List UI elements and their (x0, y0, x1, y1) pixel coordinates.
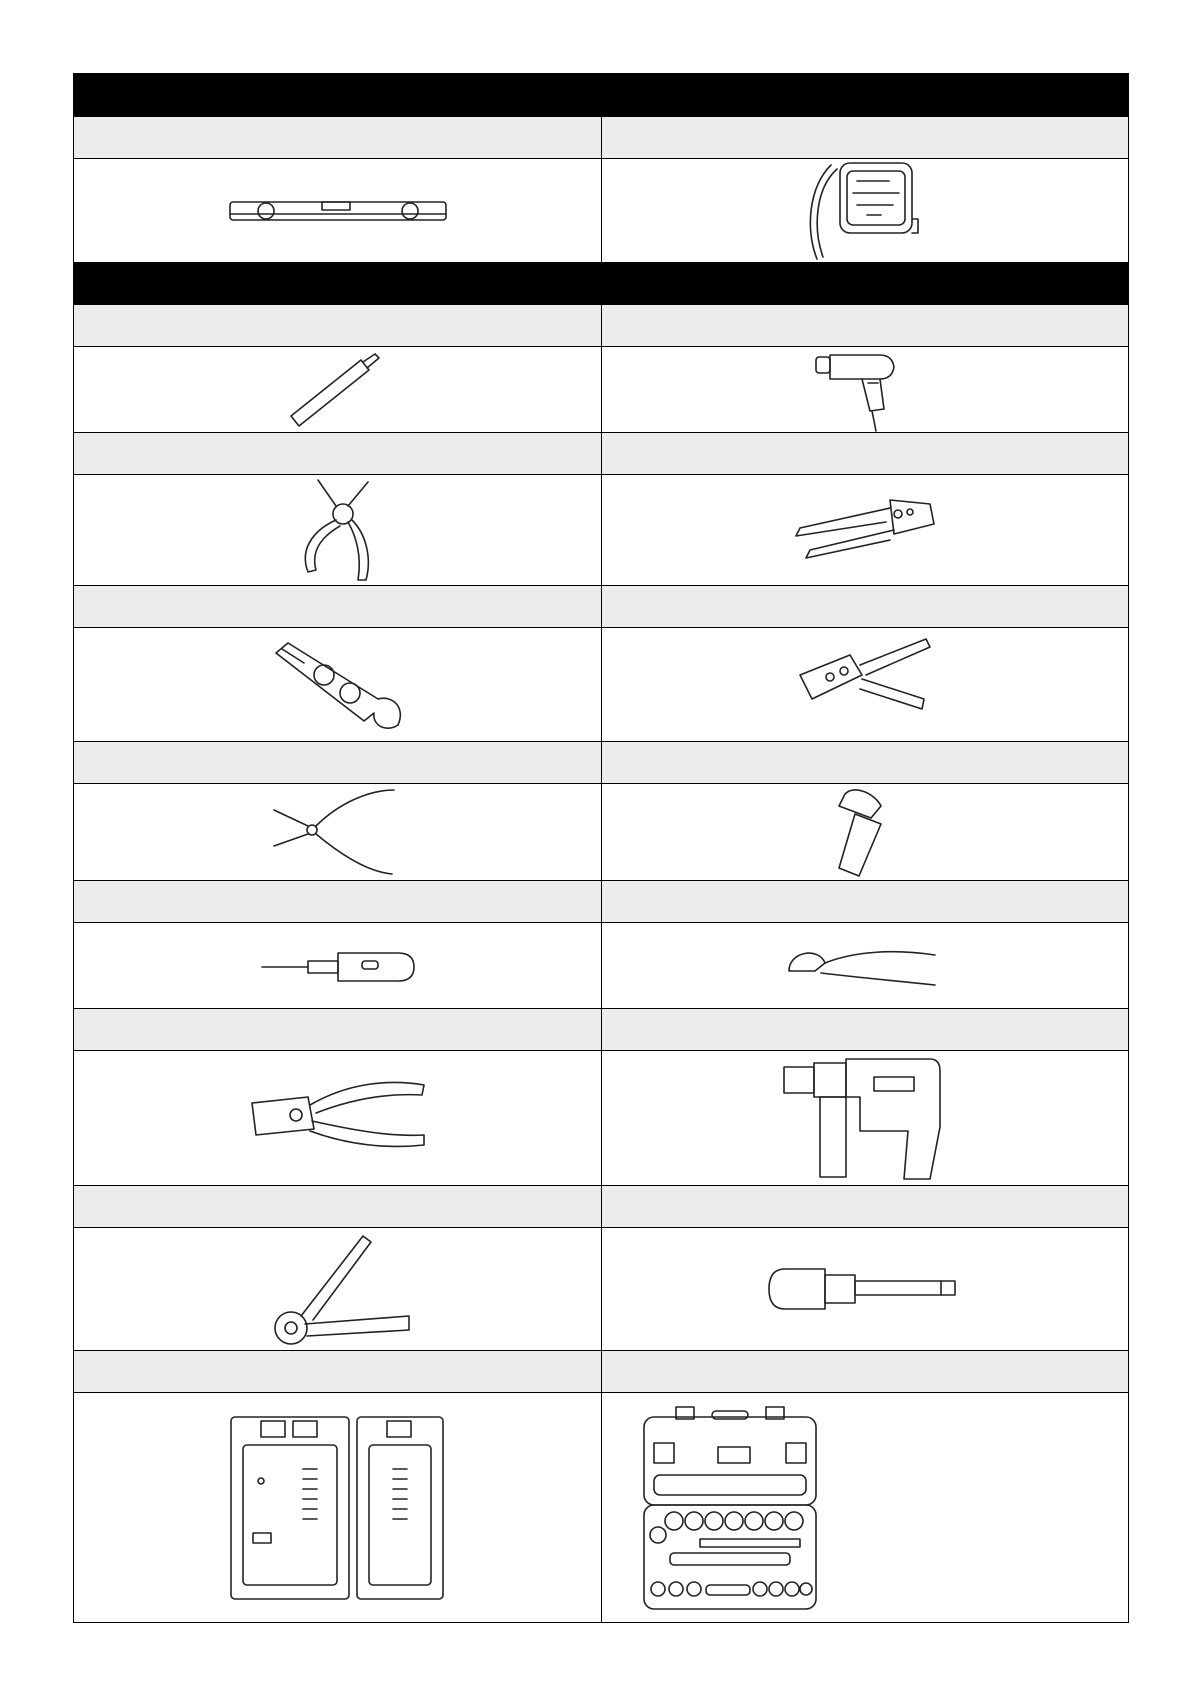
torque-driver-bit-icon (765, 1259, 965, 1319)
spirit-level-icon (228, 196, 448, 226)
label-row (74, 116, 1128, 158)
cell-cable-tester (74, 1393, 601, 1622)
tool-list-table (73, 73, 1129, 1623)
socket-set-icon (640, 1403, 820, 1613)
cell-socket-set (601, 1393, 1128, 1622)
label-socket-set (601, 1351, 1128, 1392)
image-row (74, 474, 1128, 585)
terminal-crimper-icon (248, 1073, 428, 1163)
ratchet-crimper-icon (790, 490, 940, 570)
label-terminal-crimper (74, 1009, 601, 1050)
side-cutter-icon (288, 476, 388, 584)
label-side-cutter (74, 433, 601, 474)
label-heat-gun (601, 305, 1128, 346)
tape-measure-icon (795, 159, 935, 263)
cell-modular-crimper (601, 628, 1128, 741)
torque-screwdriver-icon (258, 941, 418, 991)
label-torque-driver-bit (601, 1186, 1128, 1227)
image-row (74, 346, 1128, 432)
label-cable-tester (74, 1351, 601, 1392)
rubber-mallet-icon (825, 784, 905, 880)
label-hammer-drill (601, 1009, 1128, 1050)
cell-rubber-mallet (601, 784, 1128, 880)
cell-torque-screwdriver (74, 923, 601, 1008)
label-cable-cutter (601, 881, 1128, 922)
cell-cable-cutter (601, 923, 1128, 1008)
section-header-tools (74, 262, 1128, 304)
cell-side-cutter (74, 475, 601, 585)
cell-ratchet-crimper (601, 475, 1128, 585)
cell-tape-measure (601, 159, 1128, 262)
label-row (74, 1008, 1128, 1050)
label-row (74, 741, 1128, 783)
hammer-drill-icon (780, 1053, 950, 1183)
section-header-measure (74, 74, 1128, 116)
label-row (74, 1185, 1128, 1227)
image-row (74, 1050, 1128, 1185)
cell-torque-driver-bit (601, 1228, 1128, 1350)
image-row (74, 627, 1128, 741)
label-spirit-level (74, 117, 601, 158)
cell-terminal-crimper (74, 1051, 601, 1185)
image-row (74, 158, 1128, 262)
image-row (74, 1392, 1128, 1622)
heat-shrink-tube-icon (283, 350, 393, 430)
cell-hammer-drill (601, 1051, 1128, 1185)
ferrule-crimper-icon (263, 1230, 413, 1348)
label-row (74, 880, 1128, 922)
cell-heat-gun (601, 347, 1128, 432)
label-tape-measure (601, 117, 1128, 158)
cell-ferrule-crimper (74, 1228, 601, 1350)
label-ferrule-crimper (74, 1186, 601, 1227)
label-rubber-mallet (601, 742, 1128, 783)
label-row (74, 304, 1128, 346)
image-row (74, 922, 1128, 1008)
label-diagonal-pliers (74, 742, 601, 783)
heat-gun-icon (810, 347, 920, 433)
mc4-spanner-icon (268, 635, 408, 735)
cell-diagonal-pliers (74, 784, 601, 880)
label-modular-crimper (601, 586, 1128, 627)
label-row (74, 432, 1128, 474)
cable-tester-icon (227, 1413, 447, 1603)
cell-tube-heater (74, 347, 601, 432)
modular-crimper-icon (790, 635, 940, 735)
image-row (74, 1227, 1128, 1350)
image-row (74, 783, 1128, 880)
label-row (74, 1350, 1128, 1392)
cell-spirit-level (74, 159, 601, 262)
label-ratchet-crimper (601, 433, 1128, 474)
diagonal-pliers-icon (268, 784, 408, 880)
label-mc4-spanner (74, 586, 601, 627)
label-tube-heater (74, 305, 601, 346)
label-torque-screwdriver (74, 881, 601, 922)
cable-cutter-icon (785, 941, 945, 991)
cell-mc4-spanner (74, 628, 601, 741)
label-row (74, 585, 1128, 627)
